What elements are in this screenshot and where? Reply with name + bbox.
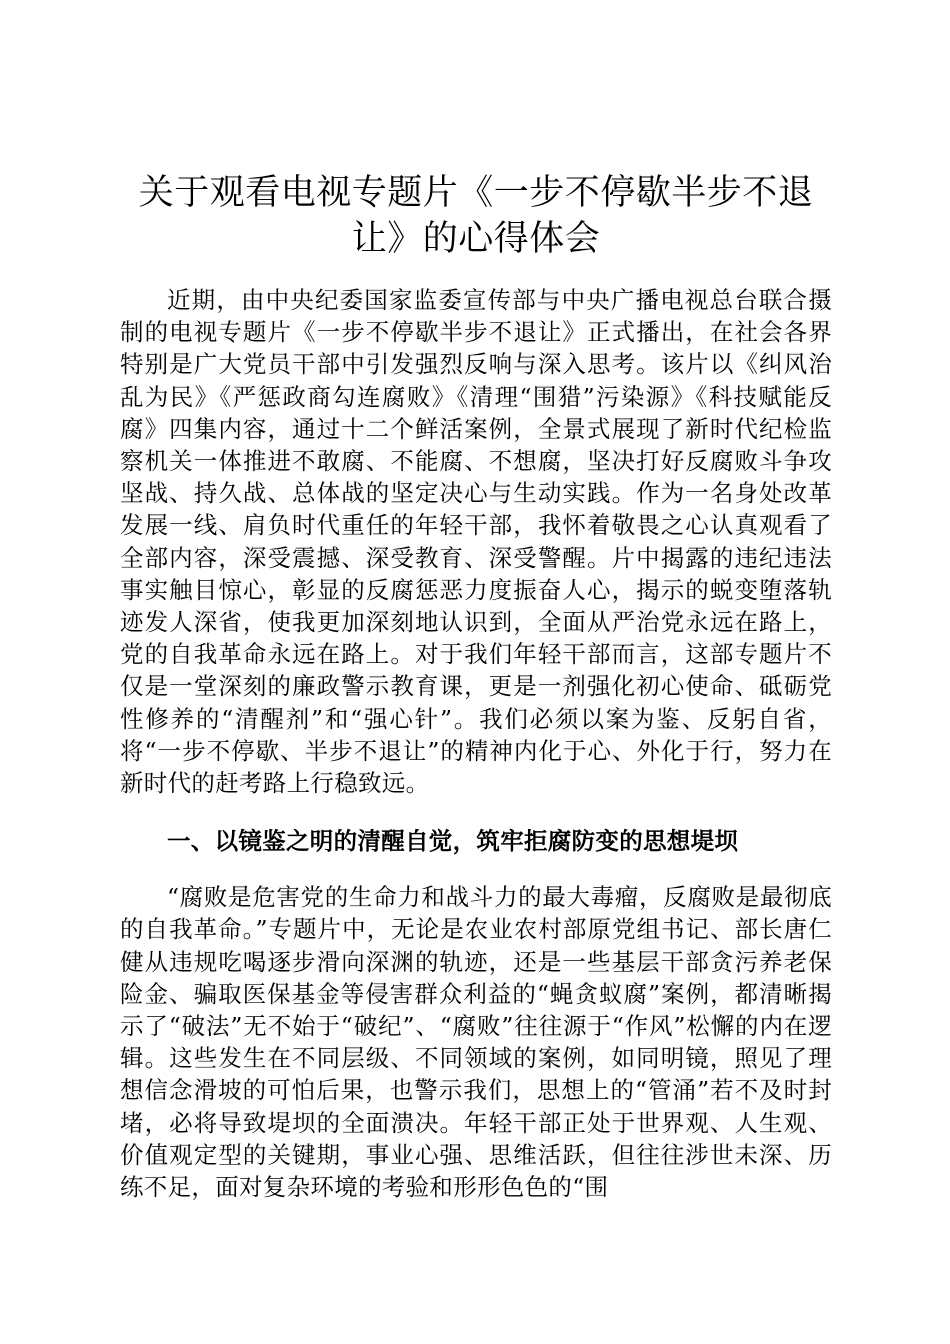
intro-paragraph: 近期，由中央纪委国家监委宣传部与中央广播电视总台联合摄制的电视专题片《一步不停歇半步不退让》正式播出，在社会各界特别是广大党员干部中引发强烈反响与深入思考。该片以《纠风治乱为民》《严惩政商勾连腐败》《清理“围猎”污染源》《科技赋能反腐》四集内容，通过十二个鲜活案例，全景式展现了新时代纪检监察机关一体推进不敢腐、不能腐、不想腐，坚决打好反腐败斗争攻坚战、持久战、总体战的坚定决心与生动实践。作为一名身处改革发展一线、肩负时代重任的年轻干部，我怀着敬畏之心认真观看了全部内容，深受震撼、深受教育、深受警醒。片中揭露的违纪违法事实触目惊心，彰显的反腐惩恶力度振奋人心，揭示的蜕变堕落轨迹发人深省，使我更加深刻地认识到，全面从严治党永远在路上，党的自我革命永远在路上。对于我们年轻干部而言，这部专题片不仅是一堂深刻的廉政警示教育课，更是一剂强化初心使命、砥砺党性修养的“清醒剂”和“强心针”。我们必须以案为鉴、反躬自省，将“一步不停歇、半步不退让”的精神内化于心、外化于行，努力在新时代的赶考路上行稳致远。 [120, 286, 832, 798]
document-page [120, 170, 832, 1203]
document-title: 关于观看电视专题片《一步不停歇半步不退让》的心得体会 [138, 173, 814, 259]
section-heading-1: 一、以镜鉴之明的清醒自觉，筑牢拒腐防变的思想堤坝 [167, 827, 739, 856]
section-1-paragraph: “腐败是危害党的生命力和战斗力的最大毒瘤，反腐败是最彻底的自我革命。”专题片中，无论是农业农村部原党组书记、部长唐仁健从违规吃喝逐步滑向深渊的轨迹，还是一些基层干部贪污养老保险金、骗取医保基金等侵害群众利益的“蝇贪蚁腐”案例，都清晰揭示了“破法”无不始于“破纪”、“腐败”往往源于“作风”松懈的内在逻辑。这些发生在不同层级、不同领域的案例，如同明镜，照见了理想信念滑坡的可怕后果，也警示我们，思想上的“管涌”若不及时封堵，必将导致堤坝的全面溃决。年轻干部正处于世界观、人生观、价值观定型的关键期，事业心强、思维活跃，但往往涉世未深、历练不足，面对复杂环境的考验和形形色色的“围 [120, 883, 832, 1202]
